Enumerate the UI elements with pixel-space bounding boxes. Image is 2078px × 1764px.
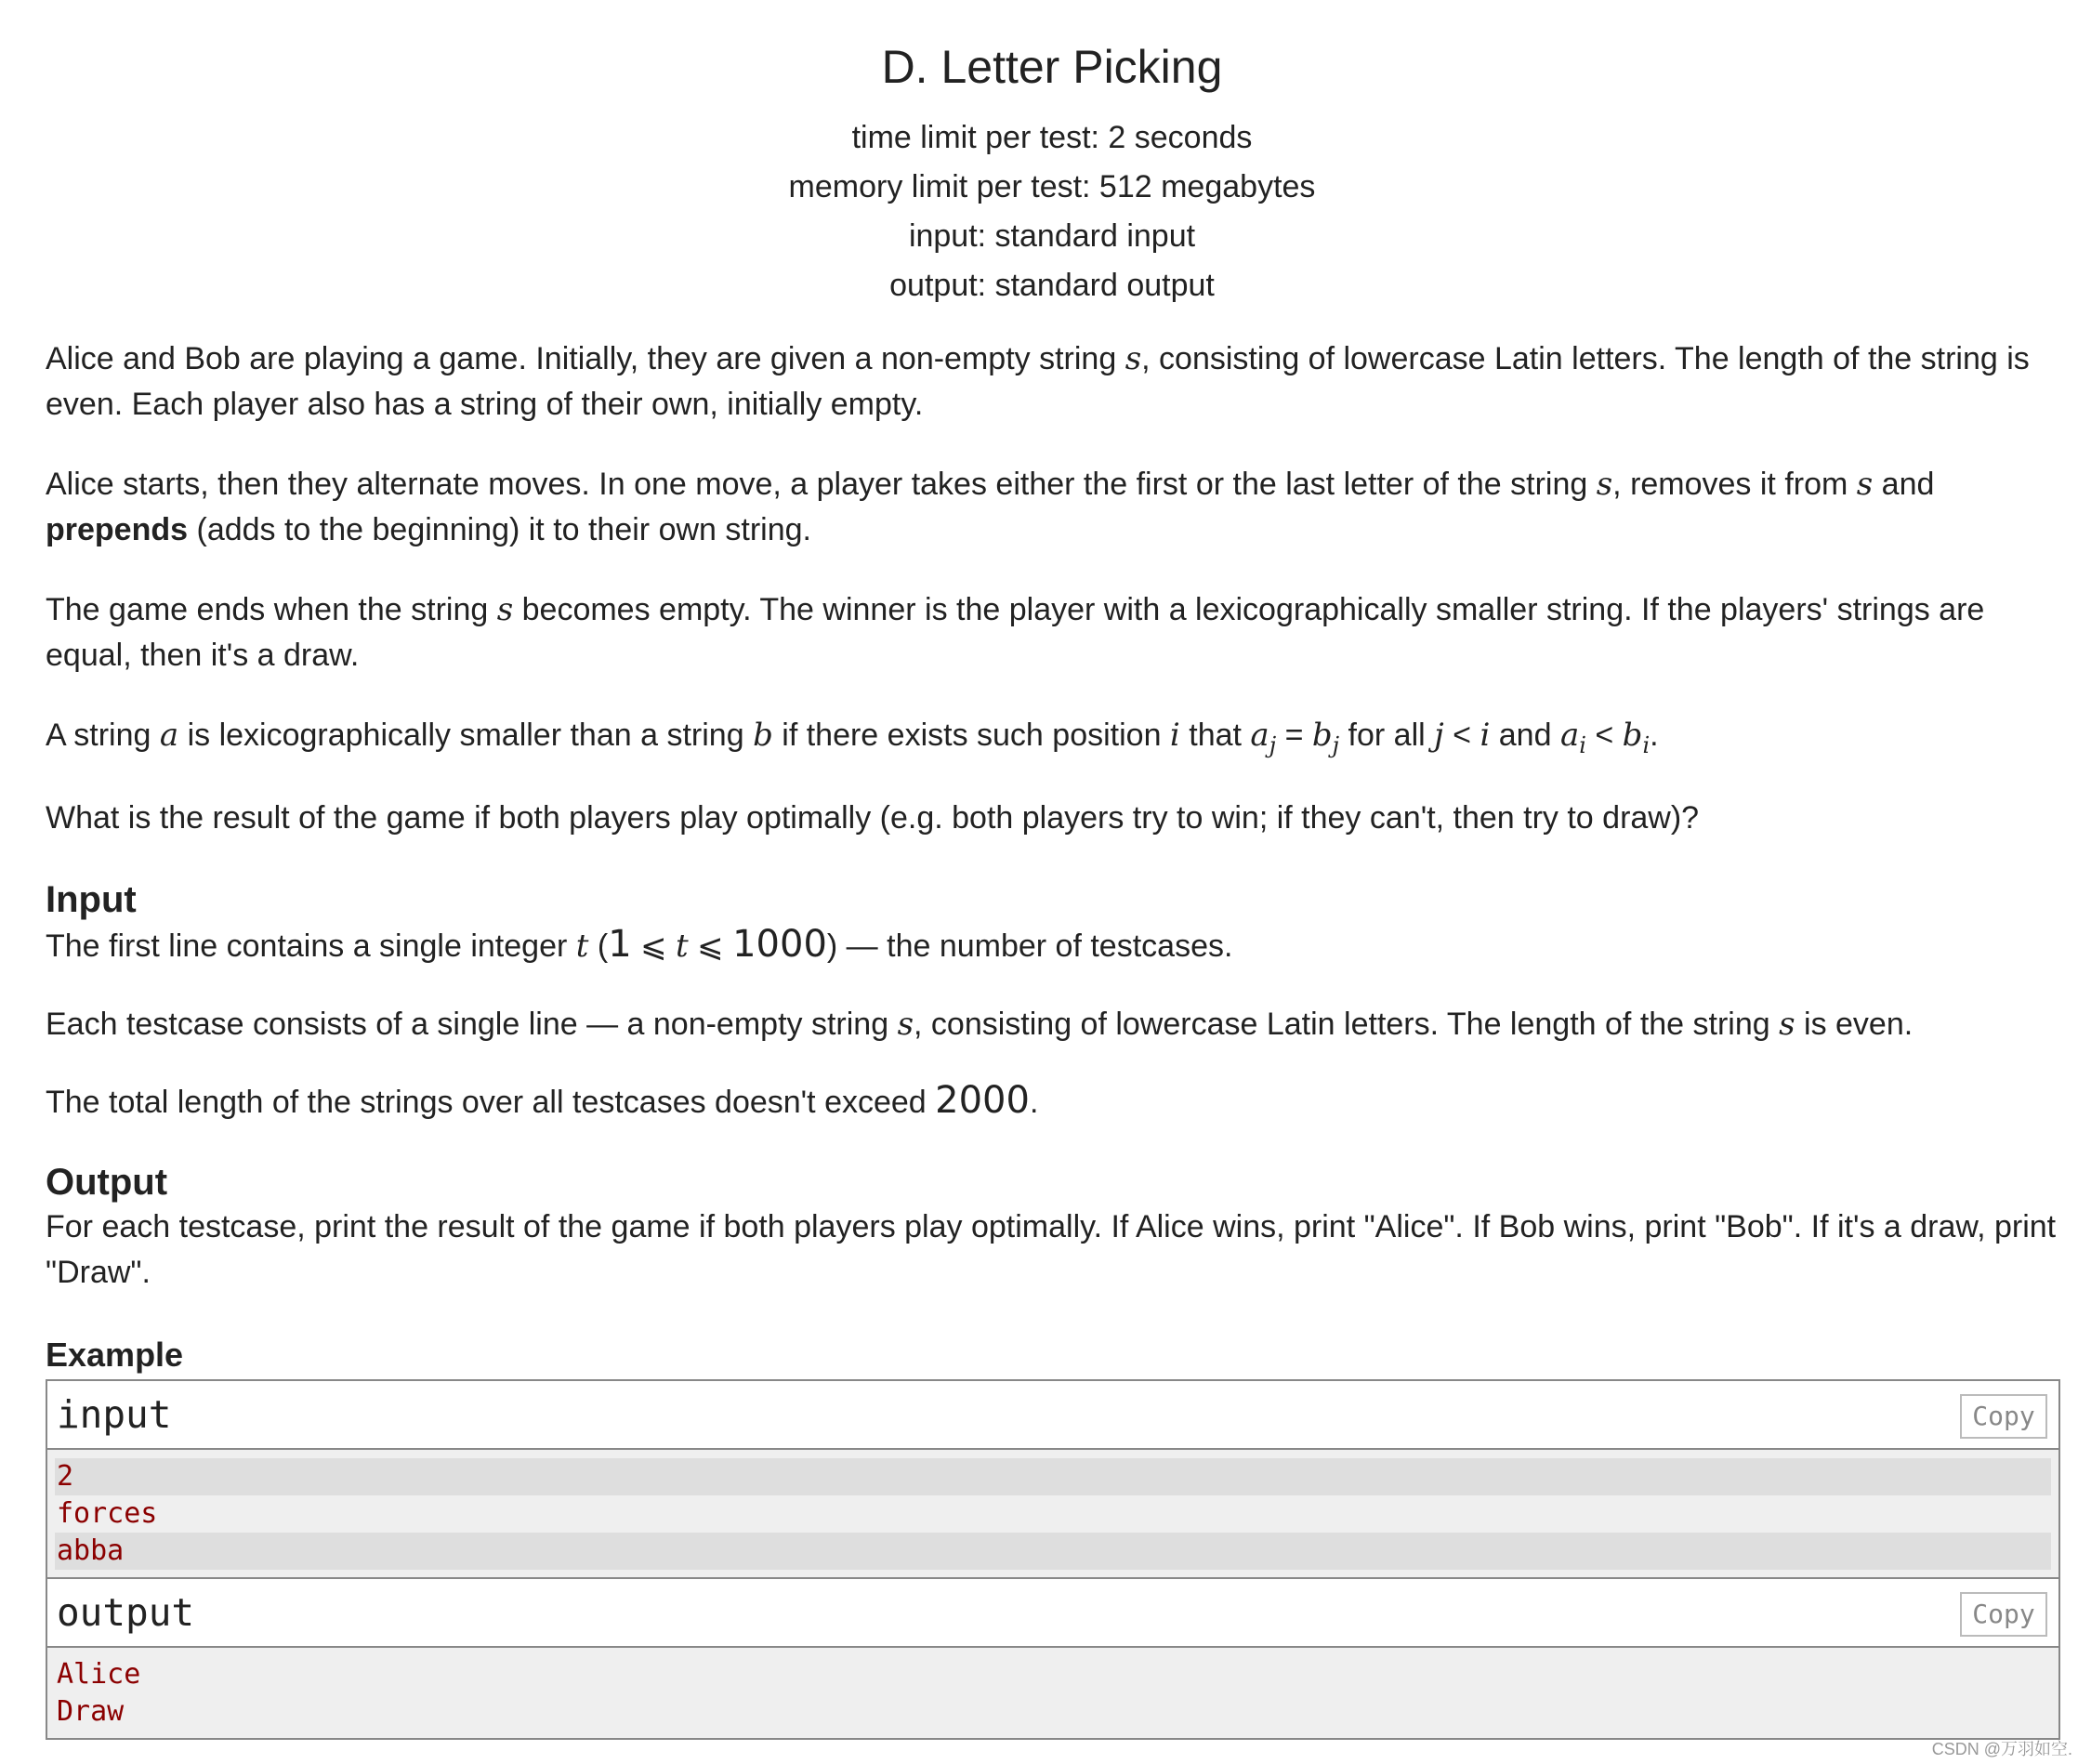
copy-input-button[interactable]: Copy [1960, 1394, 2047, 1439]
input-paragraph-3: The total length of the strings over all testcases doesn't exceed 2000. [46, 1079, 1039, 1122]
legend-paragraph-1: Alice and Bob are playing a game. Initially, they are given a non-empty string s, consisting of lowercase Latin letters. The length of the string is even. Each player also has a string of their own, initially empty. [46, 340, 2030, 422]
input-section-title: Input [46, 879, 137, 920]
memory-limit: memory limit per test: 512 megabytes [788, 169, 1316, 204]
input-block-3 [46, 1078, 2058, 1126]
sample-output-line: Alice [57, 1658, 141, 1691]
input-spec: input: standard input [908, 218, 1196, 254]
problem-title: D. Letter Picking [881, 41, 1223, 93]
example-title: Example [46, 1336, 184, 1374]
sample-output-header [47, 1579, 2058, 1648]
legend-paragraph-3: The game ends when the string s becomes empty. The winner is the player with a lexicographically smaller string. If the players' strings are equal, then it's a draw. [46, 591, 1985, 673]
sample-input-label: input [57, 1392, 172, 1437]
output-section-title: Output [46, 1162, 168, 1203]
sample-input [47, 1381, 2058, 1577]
watermark: CSDN @万羽如空. [1931, 1740, 2072, 1758]
legend-paragraph-2: Alice starts, then they alternate moves. In one move, a player takes either the first or the last letter of the string s, removes it from s and prepends (adds to the beginning) it to their own string. [46, 466, 1935, 547]
sample-input-line: 2 [55, 1458, 2051, 1495]
sample-input-body [47, 1450, 2058, 1577]
input-paragraph-2: Each testcase consists of a single line — a non-empty string s, consisting of lowercase Latin letters. The length of the string s is even. [46, 1006, 1914, 1043]
sample-input-header [47, 1381, 2058, 1450]
problem-statement [46, 0, 2058, 1728]
legend-paragraph-4: A string a is lexicographically smaller than a string b if there exists such position i that $a_j = b_j$ for all j < i and $a_i < b_i$. [46, 717, 1659, 758]
input-block-2 [46, 1002, 2058, 1047]
sample-input-line: abba [55, 1533, 2051, 1570]
sample-tests [46, 1379, 2060, 1740]
copy-output-button[interactable]: Copy [1960, 1592, 2047, 1637]
sample-output-body [47, 1648, 2058, 1738]
output-spec: output: standard output [889, 268, 1215, 303]
output-specification [46, 1160, 2058, 1296]
input-specification [46, 877, 2058, 969]
sample-output-line: Draw [57, 1695, 125, 1728]
problem-header [46, 0, 2058, 310]
input-paragraph-1: The first line contains a single integer t (1 ⩽ t ⩽ 1000) — the number of testcases. [46, 923, 1233, 966]
example-section [46, 1335, 2058, 1376]
legend-block-2 [46, 462, 2058, 553]
legend-paragraph-5: What is the result of the game if both players play optimally (e.g. both players try to win; if they can't, then try to draw)? [46, 800, 1700, 836]
sample-input-line: forces [57, 1497, 158, 1530]
legend [46, 336, 2058, 428]
time-limit: time limit per test: 2 seconds [851, 120, 1253, 155]
legend-block-3 [46, 587, 2058, 678]
legend-block-4 [46, 713, 2058, 758]
sample-output [47, 1577, 2058, 1738]
legend-block-5 [46, 796, 2058, 841]
sample-output-label: output [57, 1590, 195, 1635]
output-paragraph-1: For each testcase, print the result of the game if both players play optimally. If Alice wins, print "Alice". If Bob wins, print "Bob". If it's a draw, print "Draw". [46, 1209, 2057, 1290]
problem-limits [46, 113, 2058, 310]
